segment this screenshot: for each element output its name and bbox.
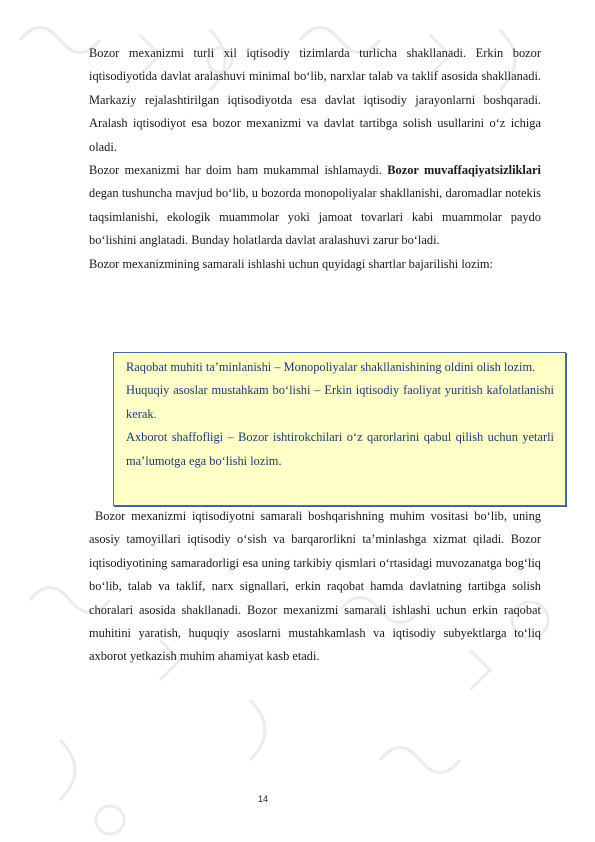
paragraph-market-failures (89, 159, 541, 253)
paragraph-conclusion: Bozor mexanizmi iqtisodiyotni samarali boshqarishning muhim vositasi bo‘lib, uning asosiy tamoyillari iqtisodiy o‘sish va barqarorlikni ta’minlashga xizmat qiladi. Bozor iqtisodiyotining samaradorligi esa uning tarkibiy qismlari o‘rtasidagi muvozanatga bog‘liq bo‘lib, talab va taklif, narx signallari, erkin raqobat hamda davlatning tartibga solish choralari asosida shakllanadi. Bozor mexanizmi samarali ishlashi uchun erkin raqobat muhitini yaratish, huquqiy asoslarni mustahkamlash va iqtisodiy subyektlarga to‘liq axborot yetkazish muhim ahamiyat kasb etadi. (89, 509, 541, 664)
paragraph-market-failures-lead: Bozor mexanizmi har doim ham mukammal ishlamaydi. (89, 163, 382, 178)
condition-item: Raqobat muhiti ta’minlanishi – Monopoliyalar shakllanishining oldini olish lozim. (126, 360, 536, 374)
page-number: 14 (258, 794, 269, 804)
condition-item: Axborot shaffofligi – Bozor ishtirokchilari o‘z qarorlarini qabul qilish uchun yetarli ma’lumotga ega bo‘lishi lozim. (126, 430, 554, 468)
conditions-box (113, 352, 566, 506)
paragraph-market-systems: Bozor mexanizmi turli xil iqtisodiy tizimlarda turlicha shakllanadi. Erkin bozor iqtisodiyotida davlat aralashuvi minimal bo‘lib, narxlar talab va taklif asosida shakllanadi. Markaziy rejalashtirilgan iqtisodiyotda esa davlat iqtisodiy jarayonlarni boshqaradi. Aralash iqtisodiyot esa bozor mexanizmi va davlat tartibga solish usullarini o‘z ichiga oladi. (89, 46, 541, 154)
main-text (89, 42, 541, 276)
condition-item: Huquqiy asoslar mustahkam bo‘lishi – Erkin iqtisodiy faoliyat yuritish kafolatlanishi kerak. (126, 383, 554, 421)
paragraph-market-failures-rest: degan tushuncha mavjud bo‘lib, u bozorda monopoliyalar shakllanishi, daromadlar notekis taqsimlanishi, ekologik muammolar yoki jamoat tovarlari kabi muammolar paydo bo‘lishini anglatadi. Bunday holatlarda davlat aralashuvi zarur bo‘ladi. (89, 186, 541, 248)
paragraph-conditions-intro: Bozor mexanizmining samarali ishlashi uchun quyidagi shartlar bajarilishi lozim: (89, 256, 493, 271)
conclusion-text (89, 505, 541, 669)
term-market-failures: Bozor muvaffaqiyatsizliklari (387, 163, 541, 178)
conditions-list (126, 356, 554, 473)
